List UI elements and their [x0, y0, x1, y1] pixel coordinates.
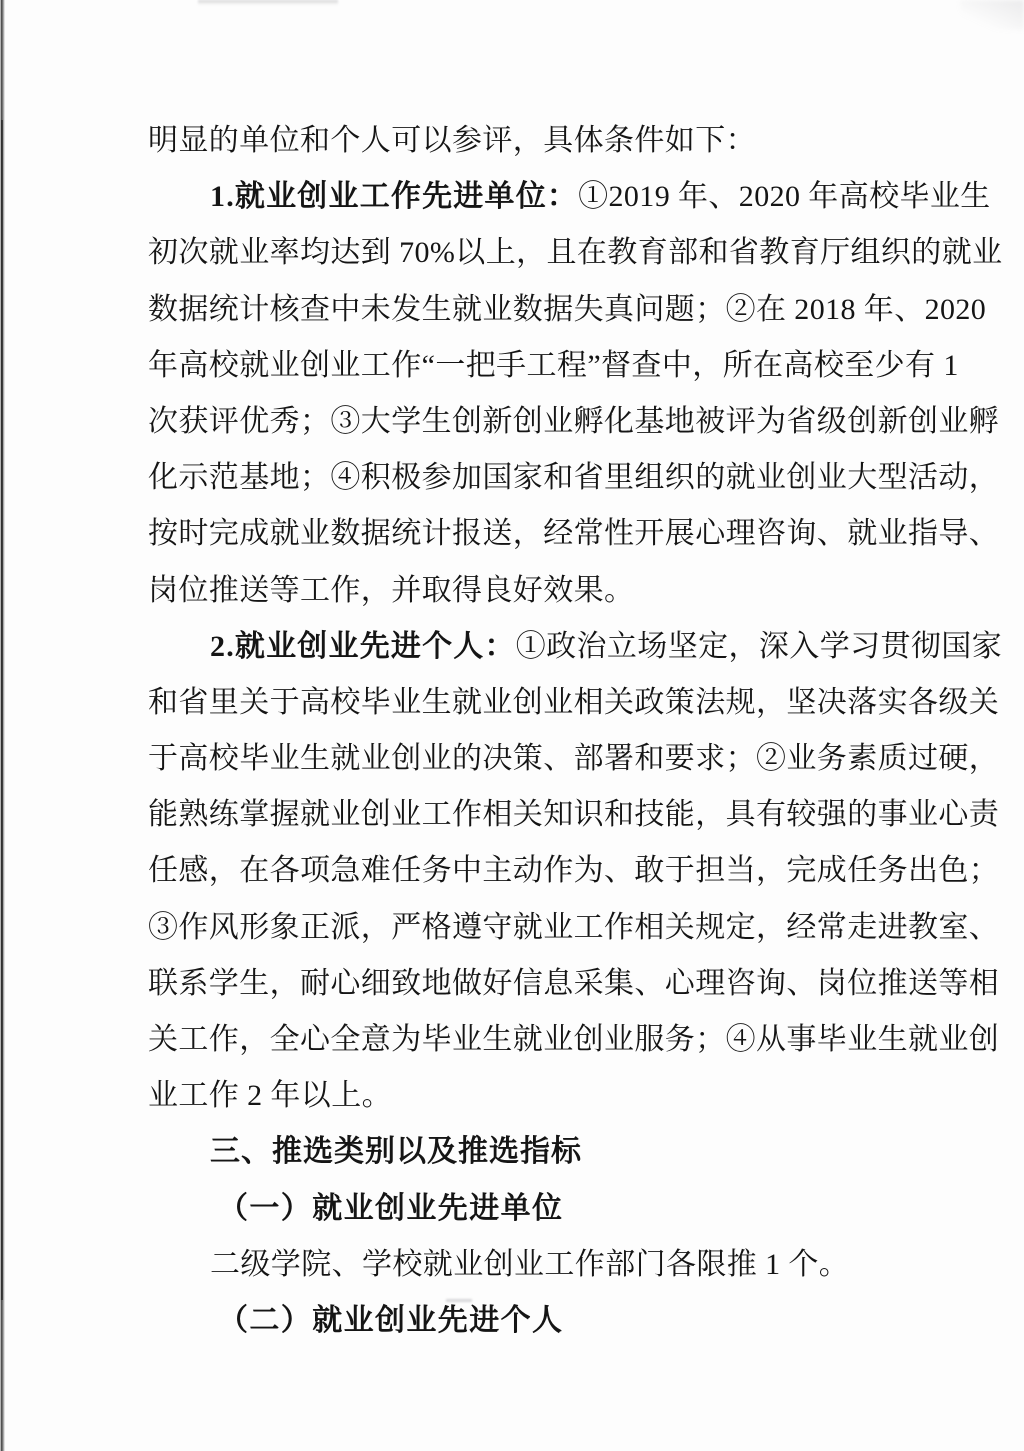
scan-left-edge-artifact [0, 0, 5, 1451]
line-text: （二）就业创业先进个人 [218, 1303, 564, 1337]
paragraph-line [148, 169, 991, 225]
line-text: ①2019 年、2020 年高校毕业生 [578, 180, 991, 214]
line-text: 次获评优秀；③大学生创新创业孵化基地被评为省级创新创业孵 [148, 404, 1000, 438]
paragraph-line [148, 563, 888, 619]
line-text: 于高校毕业生就业创业的决策、部署和要求；②业务素质过硬， [148, 742, 1000, 776]
subsection-heading-2 [148, 1293, 888, 1349]
paragraph-line [148, 675, 1000, 731]
section-heading-3 [148, 1124, 888, 1180]
paragraph-line [148, 282, 987, 338]
line-text: 关工作，全心全意为毕业生就业创业服务；④从事毕业生就业创 [148, 1023, 1000, 1056]
line-text: ①政治立场坚定，深入学习贯彻国家 [515, 629, 1003, 663]
paragraph-line [148, 731, 1000, 787]
line-text: 任感，在各项急难任务中主动作为、敢于担当，完成任务出色； [148, 854, 1000, 888]
paragraph-line [148, 900, 1000, 956]
line-text: 初次就业率均达到 70%以上，且在教育部和省教育厅组织的就业 [148, 236, 1003, 270]
paragraph-line [148, 843, 1000, 899]
paragraph-line [148, 1068, 888, 1124]
scan-top-right-smudge-artifact [960, 0, 1024, 30]
paragraph-line [148, 394, 1000, 450]
paragraph-line [148, 338, 959, 394]
line-text: 岗位推送等工作，并取得良好效果。 [148, 573, 635, 607]
paragraph-line [148, 787, 1000, 843]
paragraph-line [148, 450, 1000, 506]
subsection-heading-1 [148, 1181, 888, 1237]
document-body-text [148, 113, 1003, 1349]
paragraph-line [148, 956, 1000, 1012]
paragraph-line [148, 1237, 888, 1293]
paragraph-line [148, 113, 888, 169]
line-text: 年高校就业创业工作“一把手工程”督查中，所在高校至少有 1 [148, 348, 959, 382]
line-text: 和省里关于高校毕业生就业创业相关政策法规，坚决落实各级关 [148, 685, 1000, 719]
line-text: 明显的单位和个人可以参评，具体条件如下： [148, 124, 756, 157]
paragraph-line [148, 1012, 1000, 1068]
line-text: 二级学院、学校就业创业工作部门各限推 1 个。 [210, 1247, 850, 1281]
paragraph-line [148, 225, 1003, 281]
runin-heading-label: 2.就业创业先进个人： [210, 629, 516, 663]
line-text: 三、推选类别以及推选指标 [210, 1135, 582, 1169]
line-text: 能熟练掌握就业创业工作相关知识和技能，具有较强的事业心责 [148, 798, 1000, 832]
line-text: ③作风形象正派，严格遵守就业工作相关规定，经常走进教室、 [148, 910, 1000, 944]
paragraph-line [148, 619, 1003, 675]
line-text: 按时完成就业数据统计报送，经常性开展心理咨询、就业指导、 [148, 517, 1000, 551]
line-text: 联系学生，耐心细致地做好信息采集、心理咨询、岗位推送等相 [148, 966, 1000, 1000]
line-text: （一）就业创业先进单位 [218, 1191, 564, 1225]
line-text: 化示范基地；④积极参加国家和省里组织的就业创业大型活动， [148, 461, 1000, 495]
scan-top-smudge-artifact [198, 0, 338, 6]
paragraph-line [148, 506, 1000, 562]
line-text: 业工作 2 年以上。 [148, 1079, 392, 1113]
line-text: 数据统计核查中未发生就业数据失真问题；②在 2018 年、2020 [148, 292, 987, 326]
runin-heading-label: 1.就业创业工作先进单位： [210, 180, 579, 214]
